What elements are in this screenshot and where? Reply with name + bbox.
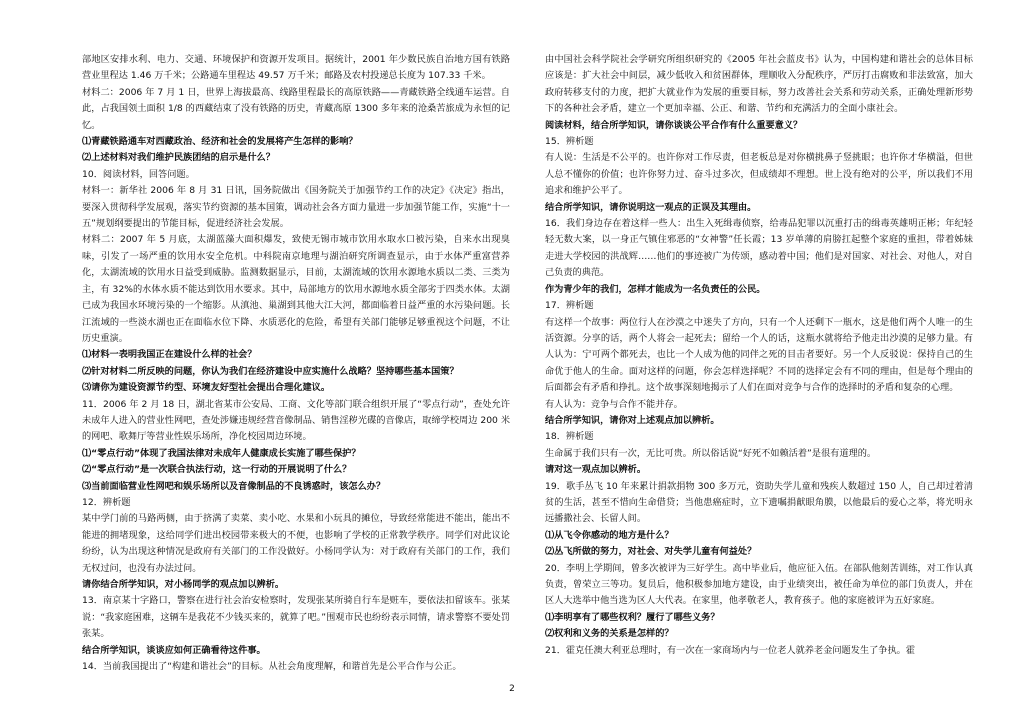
question-paragraph: ⑵针对材料二所反映的问题，你认为我们在经济建设中应实施什么战略？坚持哪些基本国策？ bbox=[82, 365, 459, 377]
question-paragraph: 请对这一观点加以辨析。 bbox=[545, 464, 647, 476]
text-paragraph: 20．李明上学期间，曾多次被评为三好学生。高中毕业后，他应征入伍。在部队他刻苦训练，对工作认真负责，曾荣立三等功。复员后，他积极参加地方建设，由于业绩突出，被任命为单位的部门负责人，并在区人大选举中他当选为区人大代表。在家里，他孝敬老人，教育孩子。他的家庭被评为五好家庭。 bbox=[545, 562, 973, 607]
question-paragraph: 结合所学知识，谈谈应如何正确看待这件事。 bbox=[82, 644, 266, 656]
right-column bbox=[545, 52, 973, 659]
text-paragraph: 有人说：生活是不公平的。也许你对工作尽责，但老板总是对你横挑鼻子竖挑眼；也许你才华横溢，但世人总不懂你的价值；也许你努力过、奋斗过多次，但成绩却不理想。世上没有绝对的公平，所以我们不用追求和维护公平了。 bbox=[545, 152, 973, 197]
question-paragraph: ⑵丛飞所做的努力，对社会、对失学儿童有何益处？ bbox=[545, 546, 757, 558]
question-paragraph: ⑵“零点行动”是一次联合执法行动，这一行动的开展说明了什么？ bbox=[82, 464, 352, 476]
text-paragraph: 材料一：新华社 2006 年 8 月 31 日讯，国务院做出《国务院关于加强节约工作的决定》《决定》指出，要深入贯彻科学发展观，落实节约资源的基本国策，调动社会各方面力量进一步加强节能工作，实施“十一五”规划纲要提出的节能目标，促进经济社会发展。 bbox=[82, 185, 510, 230]
question-paragraph: ⑵权利和义务的关系是怎样的？ bbox=[545, 628, 674, 640]
question-paragraph: 阅读材料，结合所学知识，请你谈谈公平合作有什么重要意义？ bbox=[545, 119, 803, 131]
question-paragraph: 请你结合所学知识，对小杨同学的观点加以辨析。 bbox=[82, 579, 285, 590]
text-paragraph: 11．2006 年 2 月 18 日，湖北省某市公安局、工商、文化等部门联合组织开展了“零点行动”，查处允许未成年人进入的营业性网吧，查处涉嫌违规经营音像制品、销售淫秽光碟的音像店，取缔学校周边 200 米的网吧、歌舞厅等营业性娱乐场所，净化校园周边环境。 bbox=[82, 398, 510, 443]
question-paragraph: ⑴青藏铁路通车对西藏政治、经济和社会的发展将产生怎样的影响？ bbox=[82, 136, 358, 148]
text-paragraph: 材料二：2007 年 5 月底，太湖蓝藻大面积爆发，致使无锡市城市饮用水取水口被污染，自来水出现臭味，引发了一场严重的饮用水安全危机。中科院南京地理与湖泊研究所调查显示，由于水体严重富营养化，太湖流域的饮用水日益受到威胁。监测数据显示，目前，太湖流域的饮用水源地水质以二类、三类为主，有 32%的水体水质不能达到饮用水要求。其中，局部地方的饮用水源地水质全部劣于四类水体。太湖已成为我国水环境污染的一个缩影。从滇池、巢湖到其他大江大河，都面临着日益严重的水污染问题。长江流域的一些淡水湖也正在面临水位下降、水质恶化的危险，希望有关部门能够足够重视这个问题，不让历史重演。 bbox=[82, 234, 510, 344]
text-paragraph: 部地区安排水利、电力、交通、环境保护和资源开发项目。据统计，2001 年少数民族自治地方国有铁路营业里程达 1.46 万千米；公路通车里程达 49.57 万千米；邮路及农村投递总长度为 107.33 千米。 bbox=[82, 54, 510, 82]
text-paragraph: 某中学门前的马路两侧，由于挤满了卖菜、卖小吃、水果和小玩具的摊位，导致经常能进不能出，能出不能进的拥堵现象，这给同学们进出校园带来极大的不便，也影响了学校的正常教学秩序。同学们对此议论纷纷，认为出现这种情况是政府有关部门的工作没做好。小杨同学认为：对于政府有关部门的工作，我们无权过问，也没有办法过问。 bbox=[82, 513, 510, 574]
question-paragraph: ⑴“零点行动”体现了我国法律对未成年人健康成长实施了哪些保护？ bbox=[82, 447, 361, 459]
text-paragraph: 有人认为：竞争与合作不能并存。 bbox=[545, 398, 683, 410]
question-paragraph: ⑴材料一表明我国正在建设什么样的社会？ bbox=[82, 349, 257, 361]
question-paragraph: 作为青少年的我们，怎样才能成为一名负责任的公民。 bbox=[545, 283, 766, 295]
text-paragraph: 18．辨析题 bbox=[545, 431, 594, 443]
text-paragraph: 10．阅读材料，回答问题。 bbox=[82, 168, 195, 180]
question-paragraph: ⑶请你为建设资源节约型、环境友好型社会提出合理化建议。 bbox=[82, 382, 331, 394]
text-paragraph: 材料二：2006 年 7 月 1 日，世界上海拔最高、线路里程最长的高原铁路——青藏铁路全线通车运营。自此，占我国领土面积 1/8 的西藏结束了没有铁路的历史，青藏高原 1300 多年来的沧桑苦旅成为永恒的记忆。 bbox=[82, 86, 510, 131]
question-paragraph: ⑵上述材料对我们维护民族团结的启示是什么？ bbox=[82, 152, 275, 164]
text-paragraph: 生命属于我们只有一次，无比可贵。所以俗话说“好死不如赖活着”是很有道理的。 bbox=[545, 447, 877, 459]
question-paragraph: ⑴从飞令你感动的地方是什么？ bbox=[545, 529, 674, 541]
text-paragraph: 17．辨析题 bbox=[545, 300, 594, 312]
text-paragraph: 13．南京某十字路口，警察在进行社会治安检察时，发现张某所骑自行车是赃车，要依法扣留该车。张某说：“我家庭困难，这辆车是我花不少钱买来的，就算了吧。”围观市民也纷纷表示同情，请求警察不要处罚张某。 bbox=[82, 595, 510, 640]
question-paragraph: 结合所学知识，请你说明这一观点的正误及其理由。 bbox=[545, 201, 757, 213]
question-paragraph: ⑶当前面临营业性网吧和娱乐场所以及音像制品的不良诱惑时，该怎么办？ bbox=[82, 480, 386, 492]
text-paragraph: 有这样一个故事：两位行人在沙漠之中迷失了方向，只有一个人还剩下一瓶水，这是他们两个人唯一的生活资源。分享的话，两个人将会一起死去；留给一个人的话，这瓶水就将给予他走出沙漠的足够力量。有人认为：宁可两个都死去，也比一个人成为他的同伴之死的目击者要好。另一个人反驳说：保持自己的生命优于他人的生命。面对这样的问题，你会怎样选择呢？不同的选择定会有不同的理由，但是每个理由的后面都会有矛盾和挣扎。这个故事深刻地揭示了人们在面对竞争与合作的选择时的矛盾和复杂的心理。 bbox=[545, 316, 973, 394]
text-paragraph: 16．我们身边存在着这样一些人：出生入死缉毒侦察，给毒品犯罪以沉重打击的缉毒英雄明正彬；年纪轻轻无数大案，以一身正气镇住邪恶的“女神警”任长霞；13 岁单薄的肩膀扛起整个家庭的重担，带着姊妹走进大学校园的洪战辉……他们的事迹被广为传颂，感动着中国；他们是对国家、对社会、对他人，对自己负责的典范。 bbox=[545, 218, 973, 279]
text-paragraph: 19．歌手丛飞 10 年来累计捐款捐物 300 多万元，资助失学儿童和残疾人数超过 150 人，自己却过着清贫的生活，甚至不惜向生命借贷；当他患癌症时，立下遗嘱捐献眼角膜，以他最后的爱心之举，将光明永远播撒社会、长留人间。 bbox=[545, 480, 973, 525]
text-paragraph: 12．辨析题 bbox=[82, 496, 131, 508]
text-paragraph: 14．当前我国提出了“构建和谐社会”的目标。从社会角度理解，和谐首先是公平合作与公正。 bbox=[82, 661, 462, 673]
text-paragraph: 21．霍克任澳大利亚总理时，有一次在一家商场内与一位老人就养老金问题发生了争执。霍 bbox=[545, 644, 916, 656]
question-paragraph: ⑴李明享有了哪些权利？履行了哪些义务？ bbox=[545, 611, 720, 623]
text-paragraph: 15．辨析题 bbox=[545, 136, 594, 148]
left-column bbox=[82, 52, 510, 675]
text-paragraph: 由中国社会科学院社会学研究所组织研究的《2005 年社会蓝皮书》认为，中国构建和谐社会的总体目标应该是：扩大社会中间层，减少低收入和贫困群体，理顺收入分配秩序，严厉打击腐败和非法致富，加大政府转移支付的力度，把扩大就业作为发展的重要目标，努力改善社会关系和劳动关系，正确处理新形势下的各种社会矛盾，建立一个更加幸福、公正、和谐、节约和充满活力的全面小康社会。 bbox=[545, 54, 973, 115]
page-number: 2 bbox=[509, 684, 515, 694]
question-paragraph: 结合所学知识，请你对上述观点加以辨析。 bbox=[545, 414, 720, 426]
